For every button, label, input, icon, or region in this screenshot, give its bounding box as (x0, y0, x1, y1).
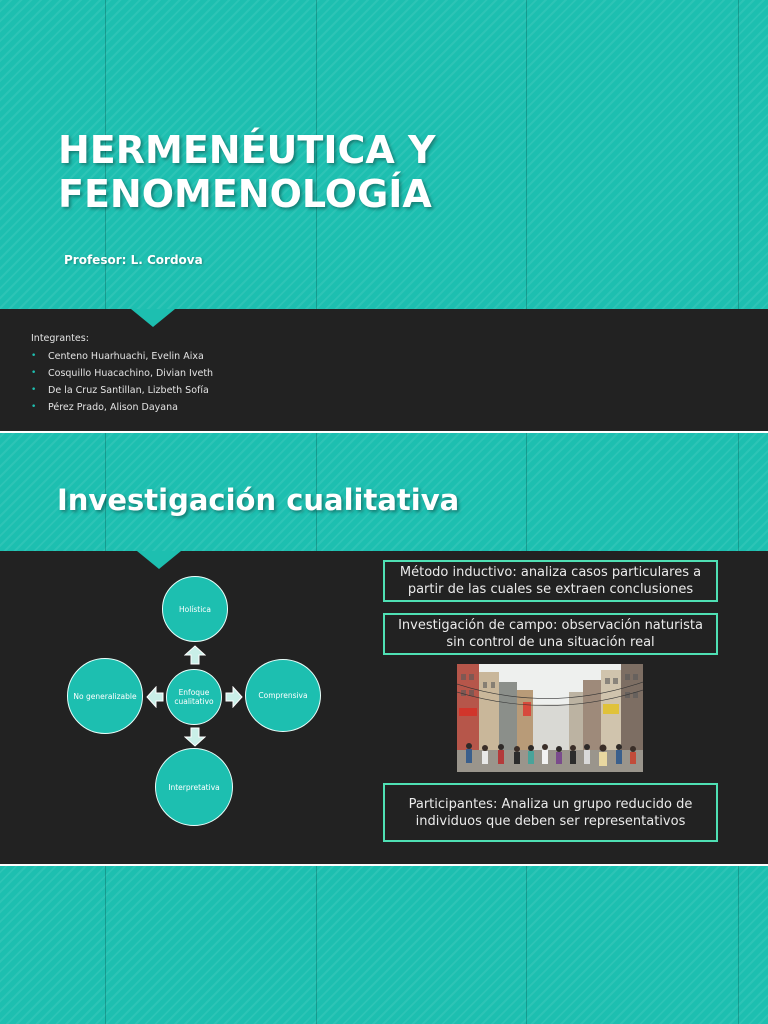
band-notch (131, 309, 175, 327)
info-box-inductive-method (383, 560, 718, 602)
band-notch (137, 551, 181, 569)
list-item (31, 402, 213, 419)
diagram-node-bottom (155, 748, 233, 826)
list-item (31, 368, 213, 385)
info-box-text: Investigación de campo: observación naturista sin control de una situación real (398, 618, 703, 650)
node-label: Holística (178, 604, 212, 614)
node-label: Enfoque cualitativo (174, 688, 214, 706)
bullet-icon: • (31, 351, 37, 361)
bullet-icon: • (31, 385, 37, 395)
members-label: Integrantes: (31, 333, 89, 344)
list-item (31, 385, 213, 402)
bullet-icon: • (31, 368, 37, 378)
member-name: Cosquillo Huacachino, Divian Iveth (48, 368, 214, 379)
info-box-text: Método inductivo: analiza casos particulares a partir de las cuales se extraen conclusiones (399, 565, 702, 597)
background-line (738, 0, 739, 1024)
slide-separator (0, 431, 768, 433)
arrow-right-icon (225, 686, 243, 708)
node-label: No generalizable (73, 691, 137, 701)
info-box-text: Participantes: Analiza un grupo reducido de individuos que deben ser representativos (408, 796, 693, 829)
list-item (31, 351, 213, 368)
bullet-icon: • (31, 402, 37, 412)
slide-heading: Investigación cualitativa (57, 483, 460, 517)
arrow-left-icon (146, 686, 164, 708)
street-crowd-image (457, 664, 643, 772)
member-name: Centeno Huarhuachi, Evelin Aixa (48, 351, 204, 362)
slide-separator (0, 864, 768, 866)
diagram-node-left (67, 658, 143, 734)
node-label: Comprensiva (258, 691, 308, 700)
info-box-participants (383, 783, 718, 842)
diagram-node-top (162, 576, 228, 642)
background-line (526, 0, 527, 1024)
diagram-node-center (166, 669, 222, 725)
member-name: Pérez Prado, Alison Dayana (48, 402, 178, 413)
title-line-1: HERMENÉUTICA Y (58, 128, 436, 172)
slide-title-heading (58, 128, 436, 216)
title-line-2: FENOMENOLOGÍA (58, 172, 432, 216)
street-crowd-photo (457, 664, 643, 772)
member-name: De la Cruz Santillan, Lizbeth Sofía (48, 385, 209, 396)
arrow-up-icon (184, 645, 206, 665)
diagram-node-right (245, 659, 321, 732)
professor-label: Profesor: L. Cordova (64, 253, 203, 267)
arrow-down-icon (184, 727, 206, 747)
members-list (31, 351, 213, 419)
node-label: Interpretativa (168, 782, 220, 792)
info-box-field-research (383, 613, 718, 655)
